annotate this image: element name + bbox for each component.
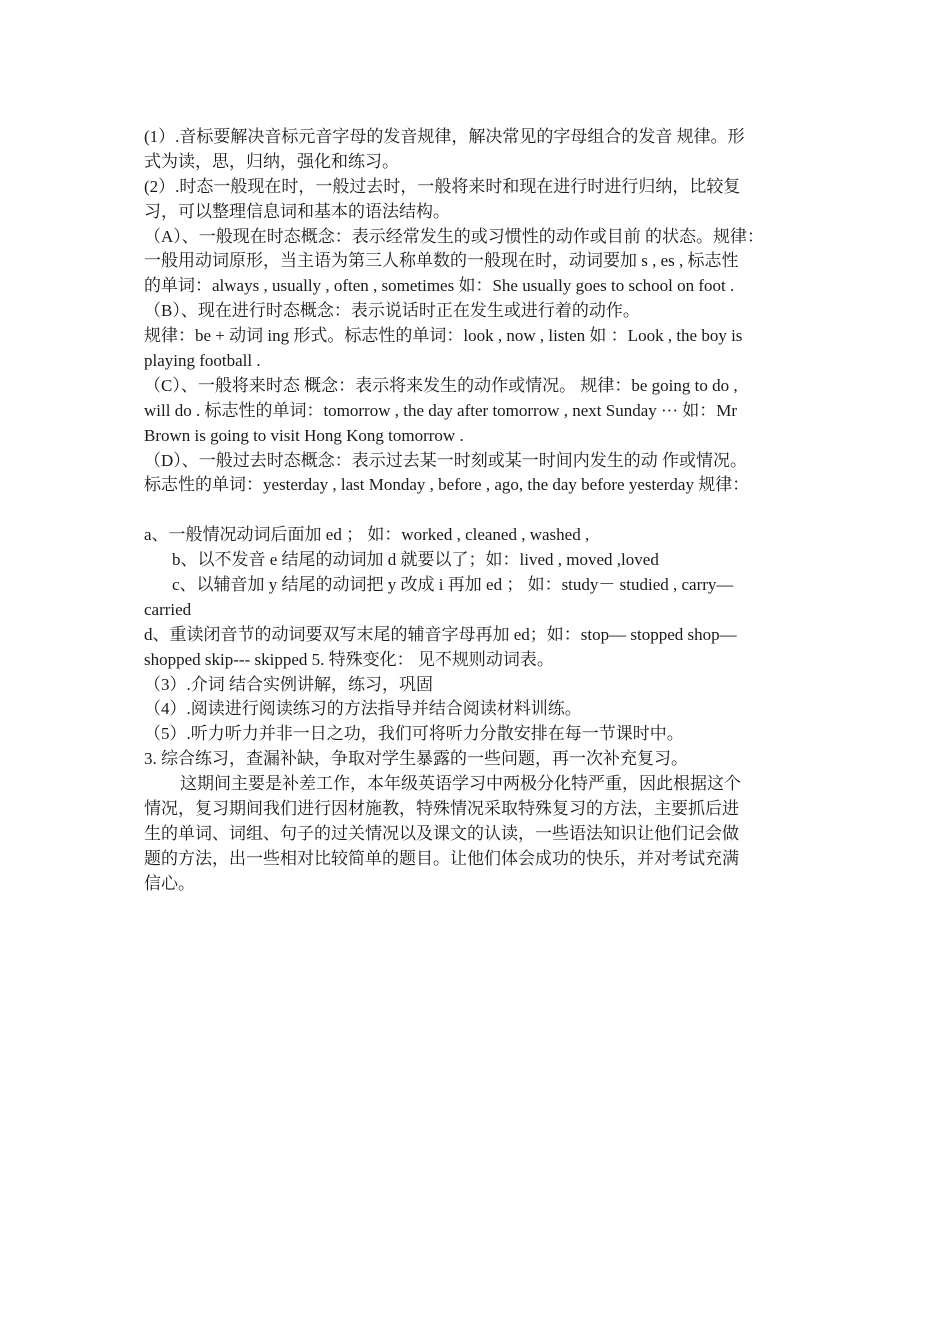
text-line: 习，可以整理信息词和基本的语法结构。 [144, 201, 450, 221]
text-line: （5）.听力听力并非一日之功，我们可将听力分散安排在每一节课时中。 [144, 724, 684, 744]
text-line: (1）.音标要解决音标元音字母的发音规律，解决常见的字母组合的发音 规律。形 [144, 127, 745, 146]
text-line: 情况，复习期间我们进行因材施教，特殊情况采取特殊复习的方法，主要抓后进 [144, 799, 739, 819]
text-line: b、以不发音 e 结尾的动词加 d 就要以了；如：lived , moved ,loved [172, 550, 659, 570]
text-line: a、一般情况动词后面加 ed ； 如：worked , cleaned , washed , [144, 525, 590, 545]
text-line: （4）.阅读进行阅读练习的方法指导并结合阅读材料训练。 [144, 699, 582, 719]
text-line: 3. 综合练习，查漏补缺，争取对学生暴露的一些问题，再一次补充复习。 [144, 749, 688, 769]
text-line: 信心。 [144, 873, 195, 893]
blank-line [144, 498, 814, 523]
text-line: 标志性的单词：yesterday , last Monday , before , ago, the day before yesterday 规律： [144, 475, 750, 495]
text-line: （A）、一般现在时态概念：表示经常发生的或习惯性的动作或目前 的状态。规律： [144, 226, 765, 246]
text-line: （D）、一般过去时态概念：表示过去某一时刻或某一时间内发生的动 作或情况。 [144, 450, 748, 470]
text-line: （B）、现在进行时态概念：表示说话时正在发生或进行着的动作。 [144, 301, 640, 321]
text-line: will do . 标志性的单词：tomorrow , the day after tomorrow , next Sunday ··· 如：Mr [144, 400, 738, 420]
text-line: (2）.时态一般现在时，一般过去时，一般将来时和现在进行时进行归纳，比较复 [144, 176, 741, 196]
text-line: 的单词：always , usually , often , sometimes 如：She usually goes to school on foot . [144, 276, 735, 296]
text-line: 题的方法，出一些相对比较简单的题目。让他们体会成功的快乐，并对考试充满 [144, 848, 739, 868]
text-line: 一般用动词原形，当主语为第三人称单数的一般现在时，动词要加 s , es , 标志性 [144, 251, 739, 271]
text-line: 规律：be + 动词 ing 形式。标志性的单词：look , now , listen 如 ：Look , the boy is [144, 326, 743, 346]
document-body [144, 125, 814, 897]
text-line: c、以辅音加 y 结尾的动词把 y 改成 i 再加 ed ； 如：study－ studied , carry— [172, 575, 734, 595]
text-line: 式为读，思，归纳，强化和练习。 [144, 151, 399, 171]
text-line: 这期间主要是补差工作，本年级英语学习中两极分化特严重，因此根据这个 [180, 774, 741, 794]
text-line: playing football . [144, 351, 261, 371]
text-line: shopped skip--- skipped 5. 特殊变化： 见不规则动词表。 [144, 649, 554, 669]
text-line: 生的单词、词组、句子的过关情况以及课文的认读，一些语法知识让他们记会做 [144, 823, 739, 843]
text-line: carried [144, 599, 192, 619]
text-line: d、重读闭音节的动词要双写末尾的辅音字母再加 ed；如：stop— stopped shop— [144, 624, 737, 644]
text-line: （3）.介词 结合实例讲解，练习，巩固 [144, 674, 433, 694]
text-line: （C）、一般将来时态 概念：表示将来发生的动作或情况。 规律：be going to do , [144, 375, 738, 395]
text-line: Brown is going to visit Hong Kong tomorrow . [144, 425, 464, 445]
